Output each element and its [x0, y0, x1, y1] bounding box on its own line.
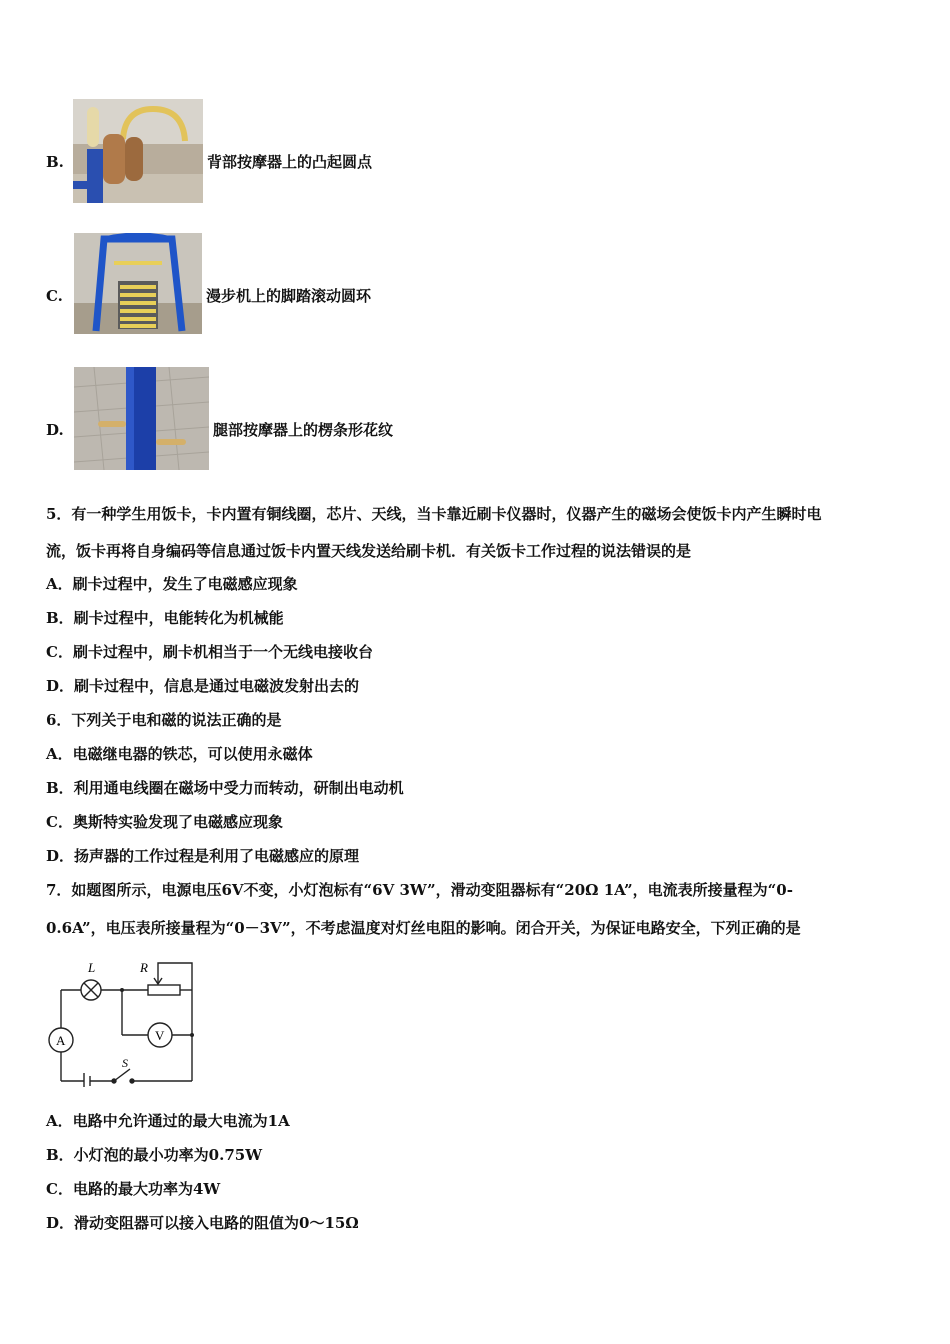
q7-option-b: B．小灯泡的最小功率为0.75W: [46, 1146, 263, 1164]
rheostat-symbol: [148, 985, 180, 995]
q5-stem-line1: 5．有一种学生用饭卡，卡内置有铜线圈，芯片、天线，当卡靠近刷卡仪器时，仪器产生的磁场会使饭卡内产生瞬时电: [46, 505, 822, 523]
option-c-letter: C.: [46, 287, 63, 305]
q6-option-b: B．利用通电线圈在磁场中受力而转动，研制出电动机: [46, 779, 404, 797]
q6-option-a: A．电磁继电器的铁芯，可以使用永磁体: [46, 745, 313, 763]
leg-massager-photo: [74, 367, 209, 470]
q5-option-b: B．刷卡过程中，电能转化为机械能: [46, 609, 284, 627]
walker-pedal-photo: [74, 233, 202, 334]
back-massager-photo: [73, 99, 203, 203]
rheostat-label: R: [140, 960, 148, 975]
option-d-caption: 腿部按摩器上的楞条形花纹: [213, 421, 394, 439]
option-b-letter: B.: [46, 153, 64, 171]
q6-stem: 6．下列关于电和磁的说法正确的是: [46, 711, 282, 729]
q6-option-c: C．奥斯特实验发现了电磁感应现象: [46, 813, 283, 831]
q5-option-d: D．刷卡过程中，信息是通过电磁波发射出去的: [46, 677, 360, 695]
ammeter-label: A: [56, 1033, 66, 1048]
q7-stem-line1: 7．如题图所示，电源电压6V不变，小灯泡标有“6V 3W”，滑动变阻器标有“20Ω 1A”，电流表所接量程为“0-: [46, 881, 793, 899]
option-d-letter: D.: [46, 421, 64, 439]
circuit-diagram: [44, 955, 204, 1087]
q6-option-d: D．扬声器的工作过程是利用了电磁感应的原理: [46, 847, 360, 865]
q5-option-c: C．刷卡过程中，刷卡机相当于一个无线电接收台: [46, 643, 373, 661]
switch-symbol: [114, 1069, 130, 1081]
switch-label: S: [122, 1056, 128, 1070]
q7-option-c: C．电路的最大功率为4W: [46, 1180, 221, 1198]
option-c-caption: 漫步机上的脚踏滚动圆环: [206, 287, 372, 305]
lamp-label: L: [88, 960, 96, 975]
q5-option-a: A．刷卡过程中，发生了电磁感应现象: [46, 575, 298, 593]
q5-stem-line2: 流，饭卡再将自身编码等信息通过饭卡内置天线发送给刷卡机．有关饭卡工作过程的说法错误的是: [46, 542, 692, 560]
q7-option-d: D．滑动变阻器可以接入电路的阻值为0～15Ω: [46, 1214, 359, 1232]
q7-option-a: A．电路中允许通过的最大电流为1A: [46, 1112, 290, 1130]
voltmeter-label: V: [155, 1028, 165, 1043]
q7-stem-line2: 0.6A”，电压表所接量程为“0－3V”，不考虑温度对灯丝电阻的影响。闭合开关，为保证电路安全，下列正确的是: [46, 919, 801, 937]
option-b-caption: 背部按摩器上的凸起圆点: [207, 153, 373, 171]
